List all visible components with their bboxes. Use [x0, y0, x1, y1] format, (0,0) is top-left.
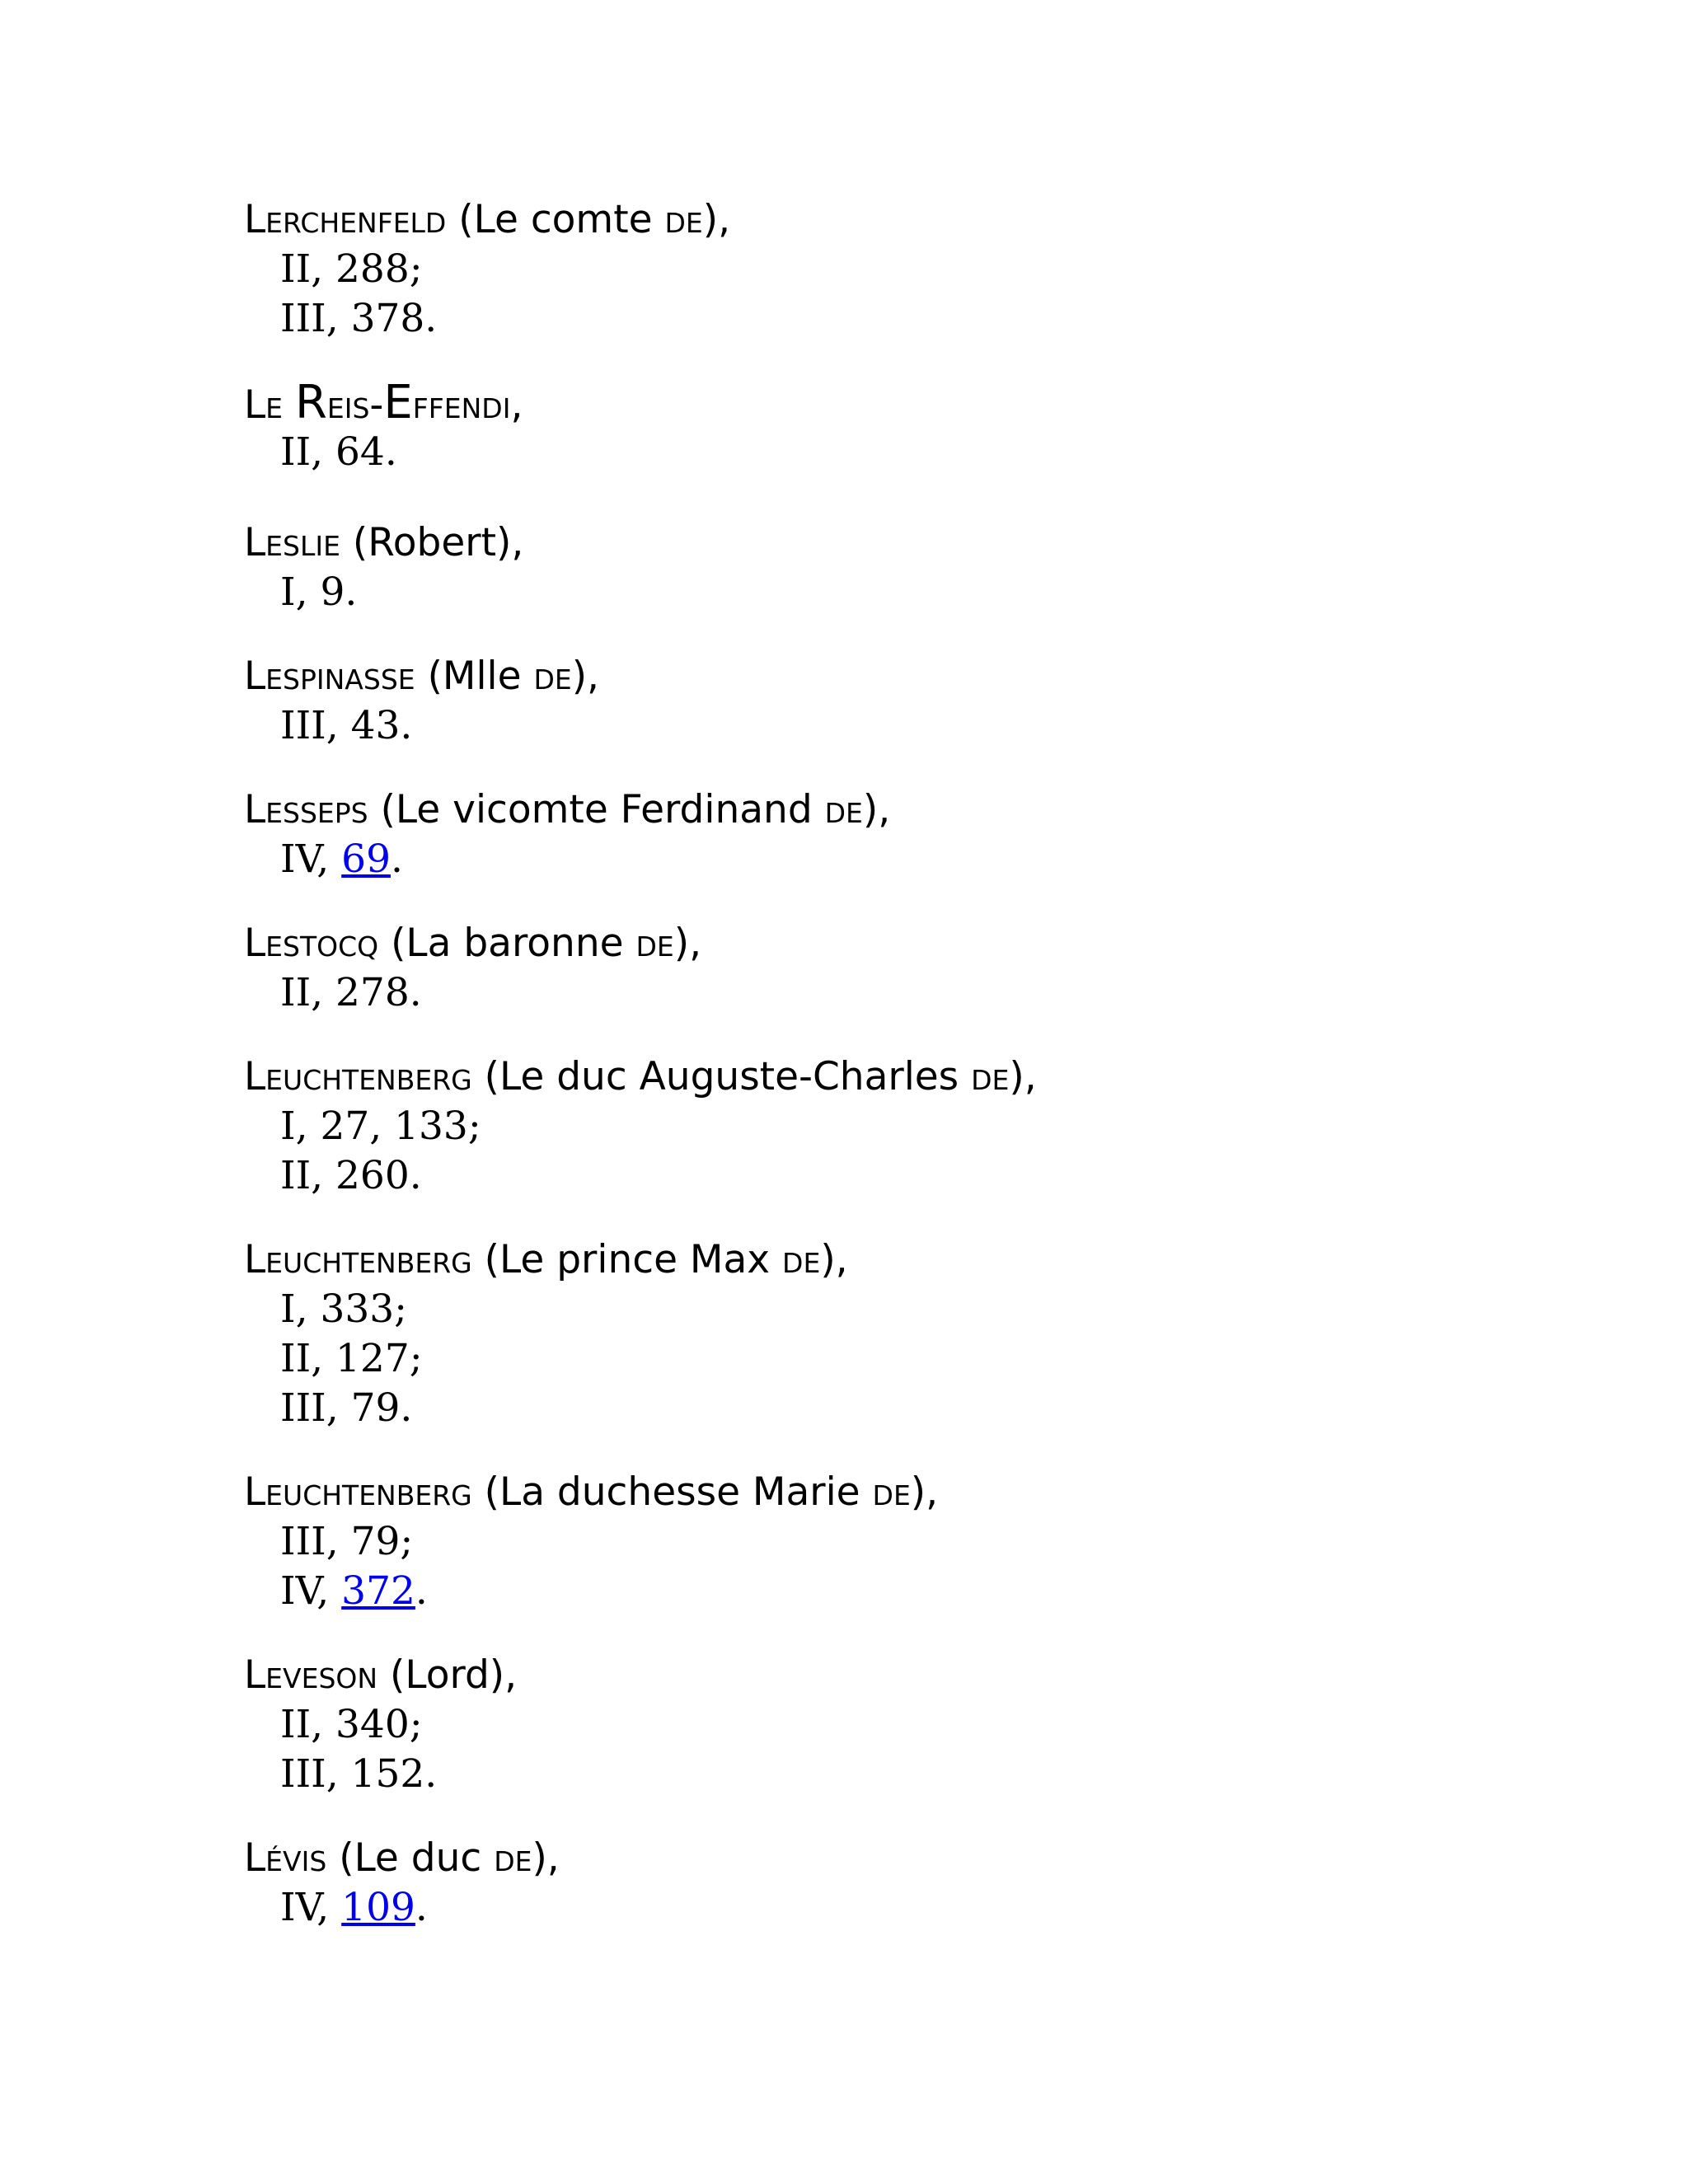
entry-qualifier: (Lord),: [377, 1652, 518, 1698]
entry-qualifier: (La duchesse Marie: [471, 1469, 873, 1515]
entry-qualifier: (Le duc: [326, 1835, 495, 1881]
page-reference: III, 378.: [280, 296, 438, 341]
entry-particle: de: [664, 197, 703, 242]
entry-surname: Lesseps: [244, 787, 368, 832]
entry-surname: Lerchenfeld: [244, 197, 447, 242]
entry-heading: [244, 1468, 1530, 1517]
entry-particle: de: [533, 654, 572, 699]
entry-particle: de: [635, 921, 674, 966]
page-reference: II, 288;: [280, 246, 423, 292]
entry-end: ,: [510, 382, 523, 428]
index-entry-lespinasse: [244, 652, 1530, 751]
page-reference: II, 260.: [280, 1153, 422, 1198]
page-reference: I, 9.: [280, 569, 358, 615]
entry-heading: [244, 919, 1530, 968]
entry-qualifier: (Le vicomte Ferdinand: [368, 787, 825, 832]
page-reference: II, 64.: [280, 429, 397, 475]
entry-surname: Lévis: [244, 1835, 327, 1881]
entry-end: ),: [673, 921, 702, 966]
entry-surname: Leuchtenberg: [244, 1054, 472, 1099]
entry-heading: [244, 1052, 1530, 1102]
entry-end: ),: [862, 787, 891, 832]
page-link-69[interactable]: 69: [341, 837, 391, 882]
entry-heading: [244, 195, 1530, 245]
entry-heading: [244, 518, 1530, 568]
page-reference: I, 333;: [280, 1286, 407, 1332]
page-reference: II, 127;: [280, 1336, 423, 1381]
entry-qualifier: (Robert),: [340, 520, 524, 565]
entry-end: ),: [702, 197, 731, 242]
page-reference: III, 43.: [280, 703, 413, 748]
index-entry-lerchenfeld: [244, 195, 1530, 344]
entry-particle: de: [971, 1054, 1010, 1099]
page-reference: IV, 109.: [280, 1885, 428, 1930]
entry-surname: Leslie: [244, 520, 340, 565]
entry-surname: Lestocq: [244, 921, 379, 966]
page-reference: III, 152.: [280, 1751, 438, 1797]
page-reference: III, 79.: [280, 1385, 413, 1431]
entry-heading: [244, 378, 1530, 428]
entry-qualifier: (Le comte: [446, 197, 665, 242]
entry-surname: Lespinasse: [244, 654, 415, 699]
page-reference: IV, 372.: [280, 1568, 428, 1614]
entry-end: ),: [571, 654, 599, 699]
page-reference: II, 340;: [280, 1702, 423, 1747]
entry-heading: [244, 652, 1530, 701]
index-entry-leuchtenberg-max: [244, 1235, 1530, 1433]
index-entry-reis-effendi: [244, 378, 1530, 477]
index-entry-levis: [244, 1834, 1530, 1933]
index-entry-leuchtenberg-marie: [244, 1468, 1530, 1616]
index-entry-leveson: [244, 1651, 1530, 1799]
index-entry-leslie: [244, 518, 1530, 617]
page-reference: II, 278.: [280, 970, 422, 1015]
index-list: [244, 195, 1530, 1967]
entry-qualifier: (Le duc Auguste-Charles: [471, 1054, 972, 1099]
entry-heading: [244, 1834, 1530, 1883]
page-reference: III, 79;: [280, 1519, 414, 1564]
entry-end: ),: [820, 1237, 848, 1282]
entry-end: ),: [910, 1469, 939, 1515]
entry-surname: Le Reis-Effendi: [244, 376, 511, 429]
page-reference: IV, 69.: [280, 837, 403, 882]
index-entry-lestocq: [244, 919, 1530, 1018]
entry-heading: [244, 1651, 1530, 1700]
entry-surname: Leuchtenberg: [244, 1469, 472, 1515]
index-entry-leuchtenberg-auguste-charles: [244, 1052, 1530, 1201]
entry-heading: [244, 1235, 1530, 1285]
entry-surname: Leuchtenberg: [244, 1237, 472, 1282]
entry-particle: de: [782, 1237, 821, 1282]
index-entry-lesseps: [244, 785, 1530, 884]
entry-qualifier: (La baronne: [378, 921, 636, 966]
page-reference: I, 27, 133;: [280, 1104, 481, 1149]
entry-particle: de: [872, 1469, 911, 1515]
entry-heading: [244, 785, 1530, 835]
entry-end: ),: [532, 1835, 560, 1881]
entry-end: ),: [1009, 1054, 1037, 1099]
entry-surname: Leveson: [244, 1652, 378, 1698]
page-link-372[interactable]: 372: [341, 1568, 415, 1614]
entry-particle: de: [824, 787, 863, 832]
page-link-109[interactable]: 109: [341, 1885, 415, 1930]
entry-particle: de: [494, 1835, 532, 1881]
entry-qualifier: (Mlle: [415, 654, 534, 699]
entry-qualifier: (Le prince Max: [471, 1237, 783, 1282]
